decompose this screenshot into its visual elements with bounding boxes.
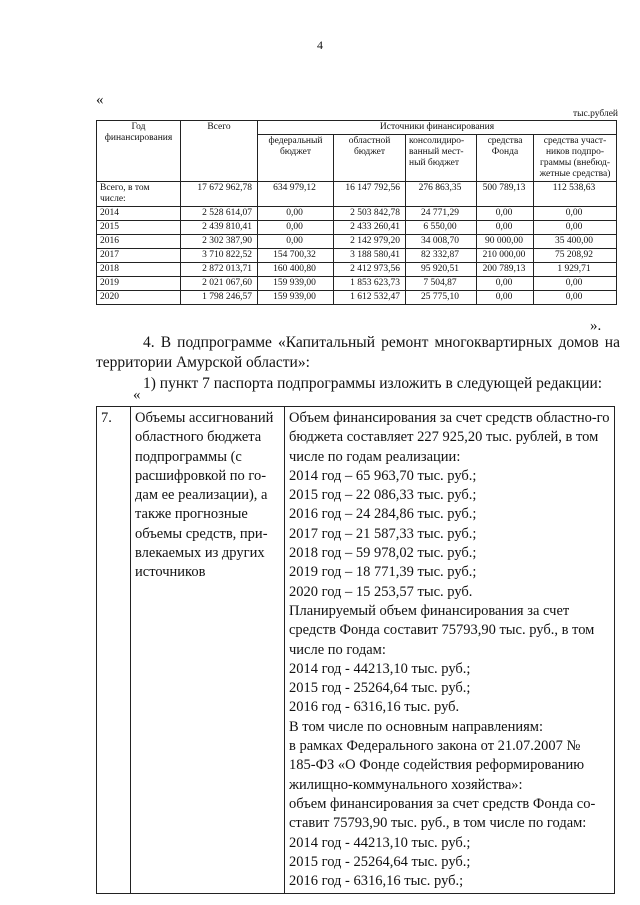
content-line: 2014 год – 65 963,70 тыс. руб.; <box>289 467 477 484</box>
cell-year: 2018 <box>97 263 181 277</box>
content-line: 2016 год - 6316,16 тыс. руб.; <box>289 873 464 890</box>
content-line: 2014 год - 44213,10 тыс. руб.; <box>289 660 471 677</box>
cell-regional: 16 147 792,56 <box>334 182 406 207</box>
table-row <box>97 291 617 305</box>
close-quote: ». <box>590 318 602 334</box>
cell-regional: 2 503 842,78 <box>334 207 406 221</box>
cell-local: 24 771,29 <box>406 207 477 221</box>
cell-federal: 0,00 <box>258 235 334 249</box>
table-row <box>97 207 617 221</box>
units-label: тыс.рублей <box>572 109 618 119</box>
cell-federal: 159 939,00 <box>258 291 334 305</box>
cell-participants: 0,00 <box>534 277 617 291</box>
table-row <box>97 221 617 235</box>
cell-local: 25 775,10 <box>406 291 477 305</box>
cell-total: 2 439 810,41 <box>181 221 258 235</box>
cell-year: 2015 <box>97 221 181 235</box>
cell-participants: 0,00 <box>534 207 617 221</box>
cell-fund: 500 789,13 <box>477 182 534 207</box>
cell-federal: 0,00 <box>258 207 334 221</box>
table-row <box>97 277 617 291</box>
cell-local: 7 504,87 <box>406 277 477 291</box>
passport-row <box>97 407 615 894</box>
content-line: 2018 год – 59 978,02 тыс. руб.; <box>289 545 477 562</box>
content-line: 2016 год – 24 284,86 тыс. руб.; <box>289 506 477 523</box>
cell-year: Всего, в том числе: <box>97 182 181 207</box>
header-participants: средства участ-ников подпро-граммы (внебюд-жетные средства) <box>534 135 617 182</box>
header-regional: областной бюджет <box>334 135 406 182</box>
cell-federal: 160 400,80 <box>258 263 334 277</box>
content-line: 2020 год – 15 253,57 тыс. руб. <box>289 583 473 600</box>
cell-fund: 0,00 <box>477 221 534 235</box>
cell-total: 17 672 962,78 <box>181 182 258 207</box>
cell-participants: 0,00 <box>534 221 617 235</box>
passport-item-number: 7. <box>97 407 131 894</box>
cell-fund: 200 789,13 <box>477 263 534 277</box>
cell-participants: 35 400,00 <box>534 235 617 249</box>
content-line: 2019 год – 18 771,39 тыс. руб.; <box>289 564 477 581</box>
content-line: 2015 год – 22 086,33 тыс. руб.; <box>289 487 477 504</box>
cell-regional: 1 612 532,47 <box>334 291 406 305</box>
cell-total: 1 798 246,57 <box>181 291 258 305</box>
content-line: Планируемый объем финансирования за счет средств Фонда составит 75793,90 тыс. руб., в том числе по годам: <box>289 602 595 658</box>
cell-regional: 2 433 260,41 <box>334 221 406 235</box>
cell-total: 2 302 387,90 <box>181 235 258 249</box>
cell-federal: 0,00 <box>258 221 334 235</box>
cell-participants: 112 538,63 <box>534 182 617 207</box>
cell-total: 2 528 614,07 <box>181 207 258 221</box>
table-row <box>97 249 617 263</box>
cell-total: 3 710 822,52 <box>181 249 258 263</box>
cell-local: 34 008,70 <box>406 235 477 249</box>
cell-regional: 2 412 973,56 <box>334 263 406 277</box>
table-row <box>97 263 617 277</box>
open-quote: « <box>133 387 141 403</box>
page-number: 4 <box>317 38 323 52</box>
table-header-row <box>97 121 617 135</box>
cell-federal: 154 700,32 <box>258 249 334 263</box>
cell-fund: 90 000,00 <box>477 235 534 249</box>
header-fund: средства Фонда <box>477 135 534 182</box>
cell-total: 2 021 067,60 <box>181 277 258 291</box>
cell-federal: 634 979,12 <box>258 182 334 207</box>
header-sources: Источники финансирования <box>258 121 617 135</box>
item-paragraph: 1) пункт 7 паспорта подпрограммы изложить в следующей редакции: <box>143 375 603 392</box>
cell-regional: 2 142 979,20 <box>334 235 406 249</box>
content-line: 2017 год – 21 587,33 тыс. руб.; <box>289 525 477 542</box>
cell-local: 82 332,87 <box>406 249 477 263</box>
cell-total: 2 872 013,71 <box>181 263 258 277</box>
cell-participants: 1 929,71 <box>534 263 617 277</box>
cell-participants: 0,00 <box>534 291 617 305</box>
content-line: 2016 год - 6316,16 тыс. руб. <box>289 699 460 716</box>
cell-fund: 210 000,00 <box>477 249 534 263</box>
passport-item-label: Объемы ассигнований областного бюджета подпрограммы (с расшифровкой по го-дам ее реализации), а также прогнозные объемы средств, при-влекаемых из других источников <box>131 407 285 894</box>
header-total: Всего <box>181 121 258 182</box>
cell-year: 2020 <box>97 291 181 305</box>
content-line: В том числе по основным направлениям: <box>289 718 544 735</box>
cell-participants: 75 208,92 <box>534 249 617 263</box>
passport-item-content <box>285 407 615 894</box>
cell-local: 6 550,00 <box>406 221 477 235</box>
cell-local: 95 920,51 <box>406 263 477 277</box>
cell-federal: 159 939,00 <box>258 277 334 291</box>
passport-table <box>96 406 615 894</box>
content-line: 2014 год - 44213,10 тыс. руб.; <box>289 834 471 851</box>
table-row <box>97 182 617 207</box>
content-line: 2015 год - 25264,64 тыс. руб.; <box>289 853 471 870</box>
financing-table <box>96 120 617 305</box>
subprogram-paragraph: 4. В подпрограмме «Капитальный ремонт многоквартирных домов на территории Амурской области»: <box>96 334 620 371</box>
content-line: 2015 год - 25264,64 тыс. руб.; <box>289 680 471 697</box>
cell-year: 2016 <box>97 235 181 249</box>
cell-year: 2017 <box>97 249 181 263</box>
cell-year: 2019 <box>97 277 181 291</box>
cell-fund: 0,00 <box>477 291 534 305</box>
header-federal: федеральный бюджет <box>258 135 334 182</box>
cell-fund: 0,00 <box>477 277 534 291</box>
cell-local: 276 863,35 <box>406 182 477 207</box>
cell-regional: 3 188 580,41 <box>334 249 406 263</box>
content-line: в рамках Федерального закона от 21.07.2007 № 185-ФЗ «О Фонде содействия реформированию жилищно-коммунального хозяйства»: <box>289 738 585 793</box>
header-year: Год финансирования <box>97 121 181 182</box>
table-row <box>97 235 617 249</box>
cell-year: 2014 <box>97 207 181 221</box>
content-line: Объем финансирования за счет средств областно-го бюджета составляет 227 925,20 тыс. рублей, в том числе по годам реализации: <box>289 410 610 465</box>
open-quote: « <box>96 92 104 108</box>
cell-fund: 0,00 <box>477 207 534 221</box>
content-line: объем финансирования за счет средств Фонда со-ставит 75793,90 тыс. руб., в том числе по годам: <box>289 795 596 832</box>
cell-regional: 1 853 623,73 <box>334 277 406 291</box>
header-local: консолидиро-ванный мест-ный бюджет <box>406 135 477 182</box>
